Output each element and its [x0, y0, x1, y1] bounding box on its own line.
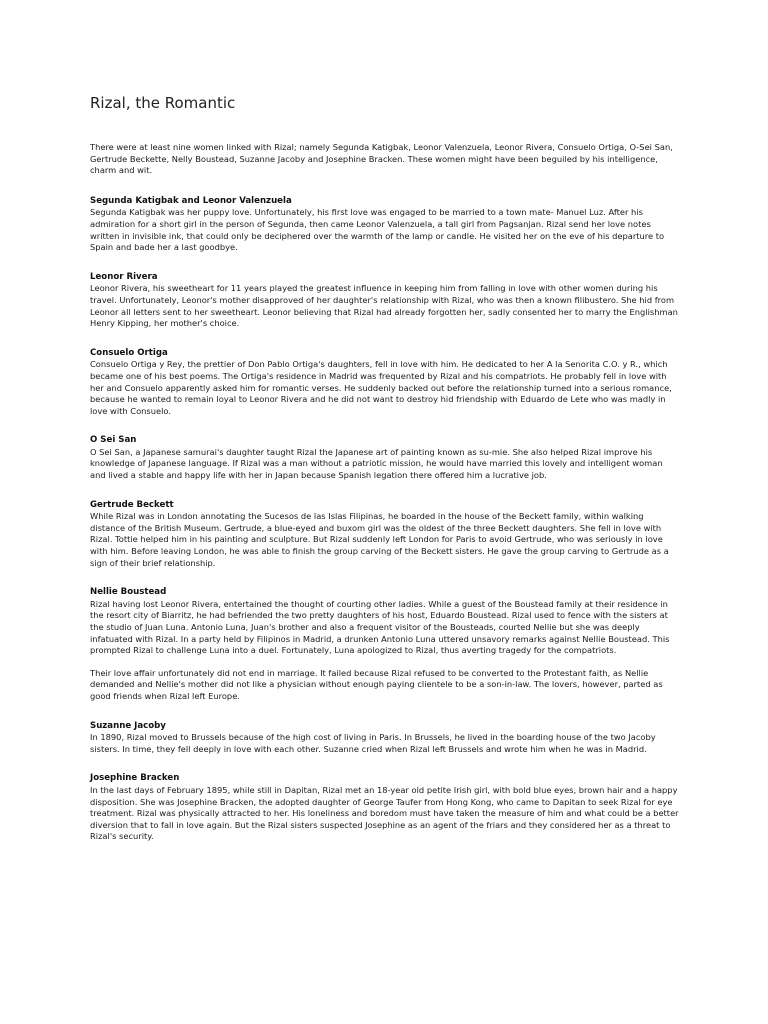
section-josephine-bracken: [90, 773, 680, 843]
section-heading: Suzanne Jacoby: [90, 720, 166, 731]
section-paragraph: In the last days of February 1895, while still in Dapitan, Rizal met an 18-year old petite Irish girl, with bold blue eyes, brown hair and a happy disposition. She was Josephine Bracken, the adopted daughter of George Taufer from Hong Kong, who came to Dapitan to seek Rizal for eye treatment. Rizal was physically attracted to her. His loneliness and boredom must have taken the measure of him and what could be a better diversion that to fall in love again. But the Rizal sisters suspected Josephine as an agent of the friars and they considered her as a threat to Rizal's security.: [90, 784, 679, 842]
section-nellie-boustead: [90, 587, 680, 702]
document-body: [90, 142, 680, 861]
section-heading: Gertrude Beckett: [90, 499, 174, 510]
section-leonor-rivera: [90, 272, 680, 330]
section-paragraph: While Rizal was in London annotating the Sucesos de las Islas Filipinas, he boarded in the house of the Beckett family, within walking distance of the British Museum. Gertrude, a blue-eyed and buxom girl was the oldest of the three Beckett daughters. She fell in love with Rizal. Tottie helped him in his painting and sculpture. But Rizal suddenly left London for Paris to avoid Gertrude, who was seriously in love with him. Before leaving London, he was able to finish the group carving of the Beckett sisters. He gave the group carving to Gertrude as a sign of their brief relationship.: [90, 511, 669, 568]
section-suzanne-jacoby: [90, 721, 680, 756]
intro-paragraph: There were at least nine women linked with Rizal; namely Segunda Katigbak, Leonor Valenzuela, Leonor Rivera, Consuelo Ortiga, O-Sei San, Gertrude Beckette, Nelly Boustead, Suzanne Jacoby and Josephine Bracken. These women might have been beguiled by his intelligence, charm and wit.: [90, 142, 673, 176]
section-paragraph: O Sei San, a Japanese samurai's daughter taught Rizal the Japanese art of painting known as su-mie. She also helped Rizal improve his knowledge of Japanese language. If Rizal was a man without a patriotic mission, he would have married this lovely and intelligent woman and lived a stable and happy life with her in Japan because Spanish legation there offered him a lucrative job.: [90, 446, 663, 481]
section-gertrude-beckett: [90, 500, 680, 570]
section-heading: Leonor Rivera: [90, 271, 158, 282]
section-heading: Nellie Boustead: [90, 587, 167, 598]
section-paragraph: Consuelo Ortiga y Rey, the prettier of Don Pablo Ortiga's daughters, fell in love with him. He dedicated to her A la Senorita C.O. y R., which became one of his best poems. The Ortiga's residence in Madrid was frequented by Rizal and his compatriots. He probably fell in love with her and Consuelo apparently asked him for romantic verses. He suddenly backed out before the relationship turned into a serious romance, because he wanted to remain loyal to Leonor Rivera and he did not want to destroy hid friendship with Eduardo de Lete who was madly in love with Consuelo.: [90, 359, 672, 416]
section-consuelo-ortiga: [90, 348, 680, 418]
section-o-sei-san: [90, 435, 680, 481]
section-paragraph: Rizal having lost Leonor Rivera, entertained the thought of courting other ladies. While a guest of the Boustead family at their residence in the resort city of Biarritz, he had befriended the two pretty daughters of his host, Eduardo Boustead. Rizal used to fence with the sisters at the studio of Juan Luna. Antonio Luna, Juan's brother and also a frequent visitor of the Bousteads, courted Nellie but she was deeply infatuated with Rizal. In a party held by Filipinos in Madrid, a drunken Antonio Luna uttered unsavory remarks against Nellie Boustead. This prompted Rizal to challenge Luna into a duel. Fortunately, Luna apologized to Rizal, thus averting tragedy for the compatriots.: [90, 598, 670, 656]
document-title: Rizal, the Romantic: [90, 94, 236, 112]
section-paragraph: Their love affair unfortunately did not end in marriage. It failed because Rizal refused to be converted to the Protestant faith, as Nellie demanded and Nellie's mother did not like a physician without enough paying clientele to be a son-in-law. The lovers, however, parted as good friends when Rizal left Europe.: [90, 667, 663, 701]
section-heading: Josephine Bracken: [90, 773, 180, 784]
section-heading: O Sei San: [90, 435, 137, 446]
section-paragraph: In 1890, Rizal moved to Brussels because of the high cost of living in Paris. In Brussels, he lived in the boarding house of the two Jacoby sisters. In time, they fell deeply in love with each other. Suzanne cried when Rizal left Brussels and wrote him when he was in Madrid.: [90, 732, 656, 754]
section-paragraph: Segunda Katigbak was her puppy love. Unfortunately, his first love was engaged to be married to a town mate- Manuel Luz. After his admiration for a short girl in the person of Segunda, then came Leonor Valenzuela, a tall girl from Pagsanjan. Rizal send her love notes written in invisible ink, that could only be deciphered over the warmth of the lamp or candle. He visited her on the eve of his departure to Spain and bade her a last goodbye.: [90, 207, 665, 253]
section-segunda-katigbak: [90, 196, 680, 254]
section-heading: Segunda Katigbak and Leonor Valenzuela: [90, 195, 292, 206]
section-heading: Consuelo Ortiga: [90, 347, 168, 358]
section-paragraph: Leonor Rivera, his sweetheart for 11 years played the greatest influence in keeping him from falling in love with other women during his travel. Unfortunately, Leonor's mother disapproved of her daughter's relationship with Rizal, who was then a known filibustero. She hid from Leonor all letters sent to her sweetheart. Leonor believing that Rizal had already forgotten her, sadly consented her to marry the Englishman Henry Kipping, her mother's choice.: [90, 283, 678, 329]
